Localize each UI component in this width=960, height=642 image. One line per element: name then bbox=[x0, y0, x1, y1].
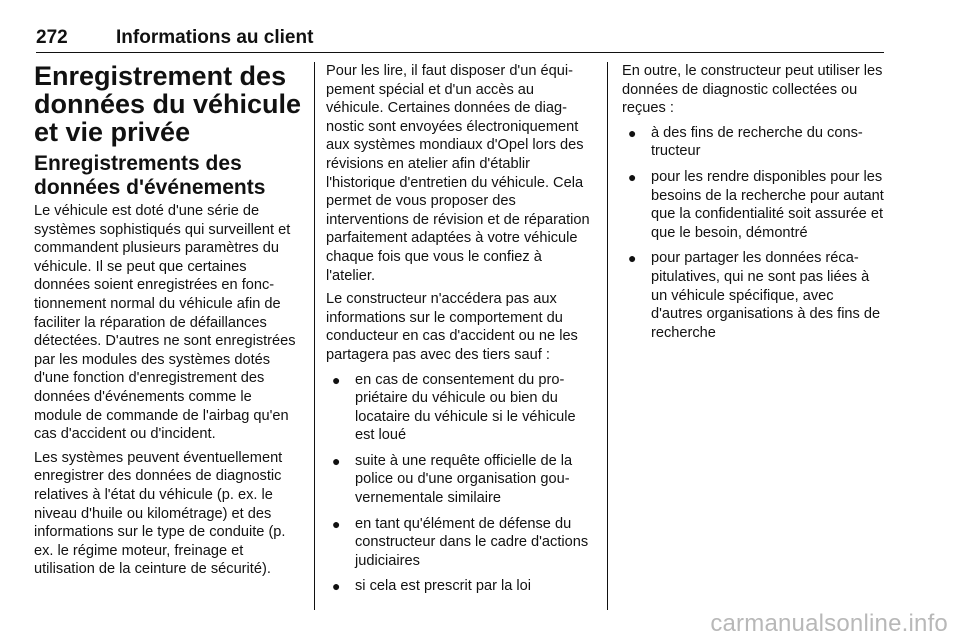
bullet-icon: ● bbox=[628, 250, 637, 267]
page-header bbox=[36, 26, 884, 53]
list-item bbox=[622, 124, 886, 161]
bullet-icon: ● bbox=[332, 371, 341, 388]
list-item bbox=[326, 515, 592, 571]
bullet-list bbox=[622, 124, 886, 343]
list-item bbox=[326, 452, 592, 508]
list-item-text: suite à une requête officielle de la police ou d'une organisation gouvernementale similaire bbox=[355, 452, 573, 507]
list-item-text: en cas de consentement du propriétaire du véhicule ou bien du locataire du véhicule si le véhicule est loué bbox=[355, 371, 576, 444]
bullet-icon: ● bbox=[332, 515, 341, 532]
list-item-text: si cela est prescrit par la loi bbox=[355, 578, 532, 595]
section-title: Informations au client bbox=[116, 27, 314, 48]
sub-heading: Enregistrements des données d'événements bbox=[34, 152, 266, 199]
list-item-text: en tant qu'élément de défense du constructeur dans le cadre d'actions judiciaires bbox=[355, 515, 589, 569]
bullet-icon: ● bbox=[628, 124, 637, 141]
list-item bbox=[326, 577, 592, 596]
paragraph: Pour les lire, il faut disposer d'un équipement spécial et d'un accès au véhicule. Certaines données de diagnostic sont envoyées électroniquement aux systèmes mondiaux d'Opel lors des révisions en atelier afin d'établir l'historique d'entretien du véhicule. Cela permet de vous proposer des interventions de révision et de réparation parfaitement adaptées à votre véhicule chaque fois que vous le confiez à l'atelier. bbox=[326, 63, 590, 284]
list-item bbox=[326, 371, 592, 445]
bullet-icon: ● bbox=[332, 578, 341, 595]
list-item bbox=[622, 249, 886, 342]
bullet-list bbox=[326, 371, 592, 597]
page-number: 272 bbox=[36, 27, 68, 48]
paragraph: Les systèmes peuvent éventuellement enregistrer des données de diagnostic relatives à l'état du véhicule (p. ex. le niveau d'huile ou kilométrage) et des informations sur le type de conduite (p. ex. le régime moteur, freinage et utilisation de la ceinture de sécurité). bbox=[34, 449, 286, 578]
paragraph: En outre, le constructeur peut utiliser les données de diagnostic collectées ou reçues : bbox=[622, 63, 883, 117]
column-1 bbox=[34, 62, 302, 584]
list-item-text: pour partager les données récapitulatives, qui ne sont pas liées à un véhicule spécifique, avec d'autres organisations à des fins de recherche bbox=[651, 250, 881, 341]
bullet-icon: ● bbox=[628, 168, 637, 185]
column-3 bbox=[622, 62, 886, 349]
column-2 bbox=[326, 62, 592, 603]
list-item bbox=[622, 168, 886, 242]
bullet-icon: ● bbox=[332, 452, 341, 469]
main-heading: Enregistrement des données du véhicule et vie privée bbox=[34, 61, 302, 147]
paragraph: Le véhicule est doté d'une série de systèmes sophistiqués qui surveillent et commandent plusieurs paramètres du véhicule. Il se peut que certaines données soient enregistrées en fonctionnement normal du véhicule afin de faciliter la réparation de défaillances détectées. D'autres ne sont enregistrées par les modules des systèmes dotés d'une fonction d'enregistrement des données d'événements comme le module de commande de l'airbag qu'en cas d'accident ou d'incident. bbox=[34, 203, 296, 443]
list-item-text: pour les rendre disponibles pour les besoins de la recherche pour autant que la confidentialité soit assurée et que le besoin, démontré bbox=[651, 168, 884, 241]
column-divider-2 bbox=[607, 62, 608, 610]
watermark: carmanualsonline.info bbox=[710, 610, 948, 637]
column-divider-1 bbox=[314, 62, 315, 610]
paragraph: Le constructeur n'accédera pas aux informations sur le comportement du conducteur en cas d'accident ou ne les partagera pas avec des tiers sauf : bbox=[326, 291, 578, 363]
list-item-text: à des fins de recherche du constructeur bbox=[651, 124, 863, 160]
